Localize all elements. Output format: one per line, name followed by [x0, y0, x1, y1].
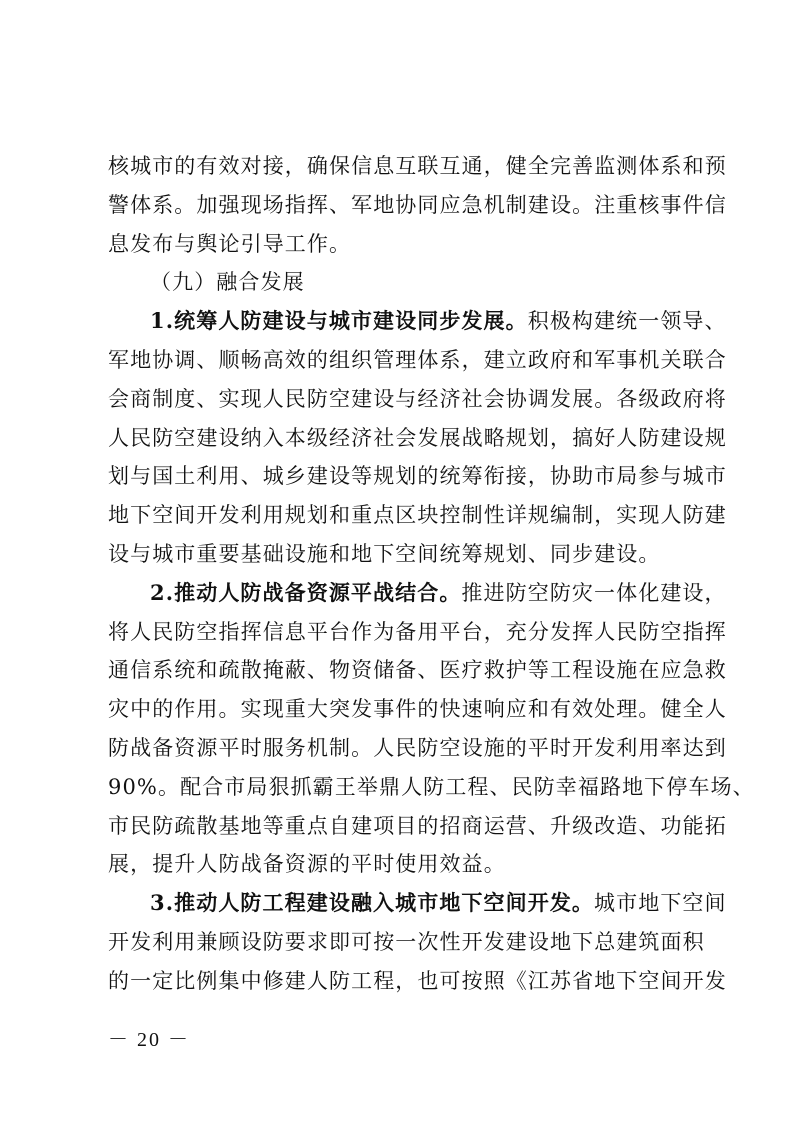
- paragraph-start: [108, 884, 727, 923]
- line-text: 会商制度、实现人民防空建设与经济社会协调发展。各级政府将: [108, 386, 727, 411]
- line-text: 划与国土利用、城乡建设等规划的统筹衔接，协助市局参与城市: [108, 464, 727, 489]
- bold-lead: 2.推动人防战备资源平战结合。: [150, 579, 462, 605]
- text-line: [108, 807, 727, 846]
- text-line: [108, 186, 727, 225]
- line-text: 核城市的有效对接，确保信息互联互通，健全完善监测体系和预: [108, 154, 727, 178]
- text-line: [108, 729, 727, 768]
- line-text: 灾中的作用。实现重大突发事件的快速响应和有效处理。健全人: [108, 697, 727, 722]
- text-line: [108, 341, 727, 380]
- line-text: 通信系统和疏散掩蔽、物资储备、医疗救护等工程设施在应急救: [108, 658, 727, 683]
- text-line: [108, 962, 727, 1001]
- paragraph-start: [108, 574, 727, 613]
- text-line: [108, 845, 692, 884]
- bold-lead: 3.推动人防工程建设融入城市地下空间开发。: [150, 890, 595, 916]
- line-text: 军地协调、顺畅高效的组织管理体系，建立政府和军事机关联合: [108, 347, 727, 372]
- line-text: 90%。配合市局狠抓霸王举鼎人防工程、民防幸福路地下停车场、: [108, 774, 755, 799]
- line-text: 积极构建统一领导、: [527, 309, 727, 334]
- line-text: 地下空间开发利用规划和重点区块控制性详规编制，实现人防建: [108, 503, 727, 528]
- line-text: 设与城市重要基础设施和地下空间统筹规划、同步建设。: [108, 541, 661, 566]
- paragraph-start: [108, 302, 727, 341]
- text-line: [108, 923, 705, 962]
- line-text: 的一定比例集中修建人防工程，也可按照《江苏省地下空间开发: [108, 968, 727, 993]
- text-line: [108, 457, 727, 496]
- line-text: 防战备资源平时服务机制。人民防空设施的平时开发利用率达到: [108, 735, 727, 760]
- text-line: [108, 690, 727, 729]
- line-text: 将人民防空指挥信息平台作为备用平台，充分发挥人民防空指挥: [108, 619, 727, 644]
- text-line: [108, 380, 727, 419]
- section-heading: [108, 263, 692, 302]
- text-line: [108, 225, 692, 264]
- line-text: 推进防空防灾一体化建设，: [461, 580, 727, 605]
- text-line: [108, 768, 755, 807]
- page-number: － 20 －: [108, 1029, 190, 1051]
- text-line: [108, 496, 727, 535]
- line-text: 息发布与舆论引导工作。: [108, 231, 352, 256]
- line-text: 展，提升人防战备资源的平时使用效益。: [108, 852, 506, 877]
- text-line: [108, 419, 727, 458]
- line-text: （九）融合发展: [150, 270, 305, 295]
- line-text: 警体系。加强现场指挥、军地协同应急机制建设。注重核事件信: [108, 192, 727, 217]
- text-line: [108, 613, 727, 652]
- bold-lead: 1.统筹人防建设与城市建设同步发展。: [150, 308, 528, 334]
- line-text: 人民防空建设纳入本级经济社会发展战略规划，搞好人防建设规: [108, 425, 727, 450]
- line-text: 开发利用兼顾设防要求即可按一次性开发建设地下总建筑面积: [108, 929, 705, 954]
- text-line: [108, 651, 727, 690]
- body-text: [108, 147, 755, 1001]
- line-text: 城市地下空间: [594, 891, 727, 916]
- text-line: [108, 147, 727, 186]
- text-line: [108, 535, 692, 574]
- line-text: 市民防疏散基地等重点自建项目的招商运营、升级改造、功能拓: [108, 813, 727, 838]
